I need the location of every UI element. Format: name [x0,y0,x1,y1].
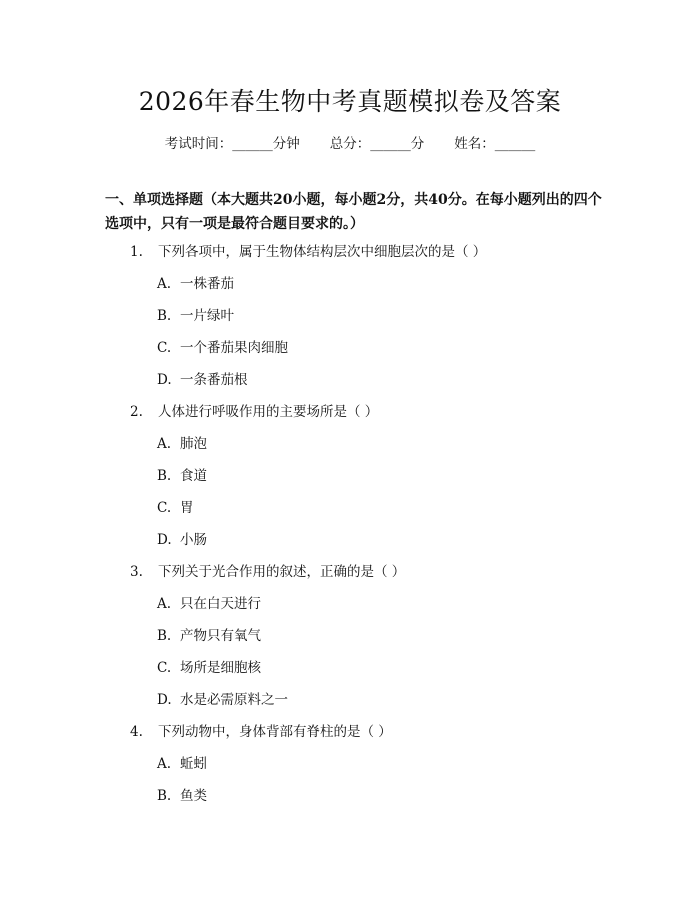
question-stem: 下列动物中，身体背部有脊柱的是（ ） [158,724,392,740]
option-item [0,464,700,496]
option-text: 产物只有氧气 [180,628,261,644]
option-item [0,272,700,304]
option-letter: C. [157,660,172,676]
option-letter: A. [157,436,172,452]
option-text: 只在白天进行 [180,596,261,612]
option-letter: B. [157,628,172,644]
option-text: 蚯蚓 [180,756,207,772]
option-item [0,496,700,528]
option-text: 肺泡 [180,436,207,452]
option-text: 小肠 [180,532,207,548]
question-item [0,240,700,272]
question-item [0,720,700,752]
option-item [0,656,700,688]
option-item [0,784,700,816]
section-heading: 一、单项选择题（本大题共20小题，每小题2分，共40分。在每小题列出的四个选项中，只有一项是最符合题目要求的。） [105,192,602,232]
exam-info-line [0,132,700,152]
option-item [0,752,700,784]
option-letter: B. [157,468,172,484]
option-item [0,336,700,368]
option-letter: A. [157,276,172,292]
option-item [0,432,700,464]
option-text: 胃 [180,500,194,516]
question-item [0,400,700,432]
option-text: 一个番茄果肉细胞 [180,340,288,356]
question-stem: 下列各项中，属于生物体结构层次中细胞层次的是（ ） [158,244,487,260]
option-text: 一株番茄 [180,276,234,292]
option-text: 水是必需原料之一 [180,692,288,708]
option-letter: B. [157,788,172,804]
question-stem: 下列关于光合作用的叙述，正确的是（ ） [158,564,406,580]
option-item [0,624,700,656]
exam-time-field: 考试时间：______分钟 [164,136,300,152]
option-item [0,688,700,720]
option-text: 鱼类 [180,788,207,804]
option-text: 场所是细胞核 [180,660,261,676]
question-number: 2. [130,404,143,420]
option-letter: D. [157,692,172,708]
option-letter: D. [157,372,172,388]
option-letter: D. [157,532,172,548]
option-item [0,368,700,400]
question-number: 1. [130,244,143,260]
name-field: 姓名：______ [454,136,536,152]
option-letter: C. [157,500,172,516]
option-letter: B. [157,308,172,324]
option-item [0,592,700,624]
option-item [0,304,700,336]
question-number: 3. [130,564,143,580]
question-item [0,560,700,592]
option-text: 一片绿叶 [180,308,234,324]
option-text: 一条番茄根 [180,372,248,388]
total-score-field: 总分：______分 [329,136,425,152]
option-text: 食道 [180,468,207,484]
question-number: 4. [130,724,143,740]
option-letter: A. [157,756,172,772]
option-item [0,528,700,560]
option-letter: C. [157,340,172,356]
option-letter: A. [157,596,172,612]
question-list [0,240,700,816]
page-title: 2026年春生物中考真题模拟卷及答案 [138,87,562,116]
question-stem: 人体进行呼吸作用的主要场所是（ ） [158,404,379,420]
